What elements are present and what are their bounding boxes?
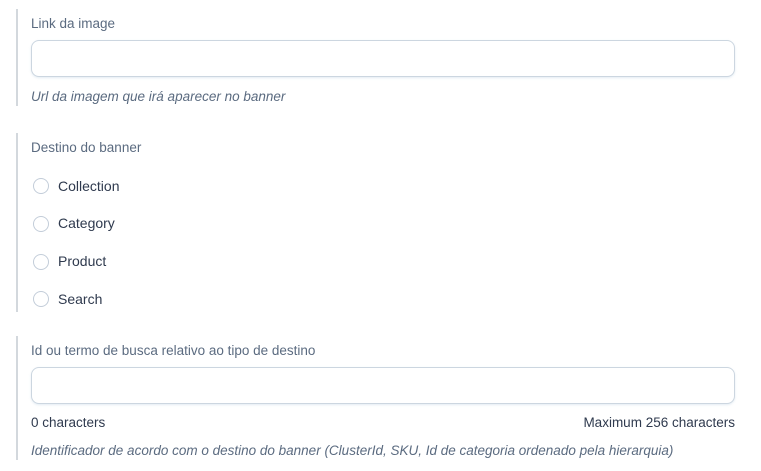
banner-destination-section [16,133,735,311]
radio-unchecked-icon[interactable] [33,254,49,270]
character-counter-row [31,415,735,431]
radio-option-label: Search [58,290,103,307]
radio-unchecked-icon[interactable] [33,178,49,194]
destination-id-label: Id ou termo de busca relativo ao tipo de destino [31,342,316,358]
image-link-section [16,9,735,106]
radio-unchecked-icon[interactable] [33,216,49,232]
character-count: 0 characters [31,414,106,430]
radio-unchecked-icon[interactable] [33,291,49,307]
radio-option-collection[interactable] [31,178,735,195]
radio-option-search[interactable] [31,291,735,308]
radio-option-label: Collection [58,177,120,194]
destination-id-helper: Identificador de acordo com o destino do banner (ClusterId, SKU, Id de categoria ordenado pela hierarquia) [31,443,674,459]
image-link-input[interactable] [31,40,735,77]
radio-option-category[interactable] [31,215,735,232]
destination-id-section [16,336,735,461]
character-max: Maximum 256 characters [583,414,735,430]
image-link-helper: Url da imagem que irá aparecer no banner [31,89,286,105]
banner-destination-label: Destino do banner [31,140,142,156]
radio-option-label: Category [58,215,115,232]
image-link-label: Link da image [31,16,116,31]
radio-option-label: Product [58,253,107,270]
destination-id-input[interactable] [31,367,735,404]
radio-option-product[interactable] [31,253,735,270]
banner-destination-radio-group [31,178,735,308]
